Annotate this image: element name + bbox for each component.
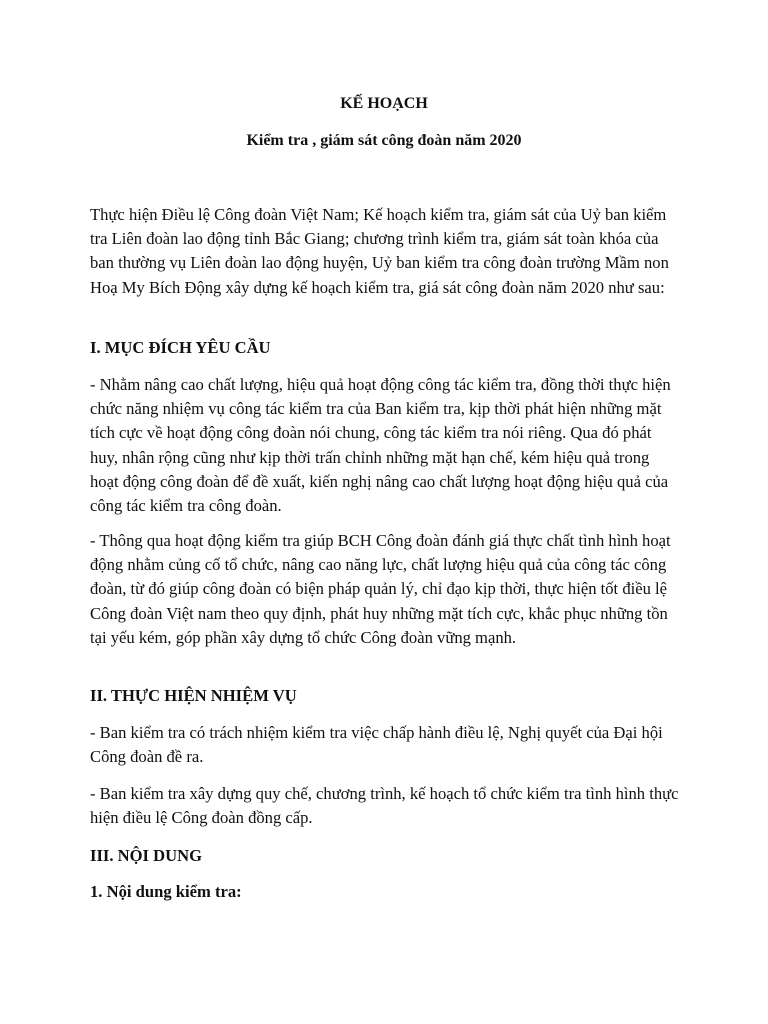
document-title: KẾ HOẠCH	[340, 95, 428, 112]
subsection-heading: 1. Nội dung kiểm tra:	[90, 882, 242, 901]
intro-paragraph: Thực hiện Điều lệ Công đoàn Việt Nam; Kế hoạch kiểm tra, giám sát của Uỷ ban kiểm tra Liên đoàn lao động tỉnh Bắc Giang; chương trình kiểm tra, giám sát toàn khóa của ban thường vụ Liên đoàn lao động huyện, Uỷ ban kiểm tra công đoàn trường Mầm non Hoạ My Bích Động xây dựng kế hoạch kiểm tra, giá sát công đoàn năm 2020 như sau:	[90, 205, 669, 297]
section-paragraph: - Ban kiểm tra xây dựng quy chế, chương trình, kế hoạch tổ chức kiểm tra tình hình thực hiện điều lệ Công đoàn đồng cấp.	[90, 784, 679, 828]
section-heading: I. MỤC ĐÍCH YÊU CẦU	[90, 338, 271, 357]
section-heading: III. NỘI DUNG	[90, 846, 203, 865]
document-subtitle: Kiểm tra , giám sát công đoàn năm 2020	[246, 132, 522, 149]
section-heading: II. THỰC HIỆN NHIỆM VỤ	[90, 686, 297, 705]
section-paragraph: - Ban kiểm tra có trách nhiệm kiểm tra việc chấp hành điều lệ, Nghị quyết của Đại hội Công đoàn đề ra.	[90, 723, 663, 767]
section-paragraph: - Nhằm nâng cao chất lượng, hiệu quả hoạt động công tác kiểm tra, đồng thời thực hiện chức năng nhiệm vụ công tác kiểm tra của Ban kiểm tra, kịp thời phát hiện những mặt tích cực về hoạt động công đoàn nói chung, công tác kiểm tra nói riêng. Qua đó phát huy, nhân rộng cũng như kịp thời trấn chỉnh những mặt hạn chế, kém hiệu quả trong hoạt động công đoàn để đề xuất, kiến nghị nâng cao chất lượng hoạt động hiệu quả của công tác kiểm tra công đoàn.	[90, 375, 671, 516]
section-paragraph: - Thông qua hoạt động kiểm tra giúp BCH Công đoàn đánh giá thực chất tình hình hoạt động nhằm củng cố tổ chức, nâng cao năng lực, chất lượng hiệu quả của công tác công đoàn, từ đó giúp công đoàn có biện pháp quản lý, chỉ đạo kịp thời, thực hiện tốt điều lệ Công đoàn Việt nam theo quy định, phát huy những mặt tích cực, khắc phục những tồn tại yếu kém, góp phần xây dựng tổ chức Công đoàn vững mạnh.	[90, 531, 671, 647]
